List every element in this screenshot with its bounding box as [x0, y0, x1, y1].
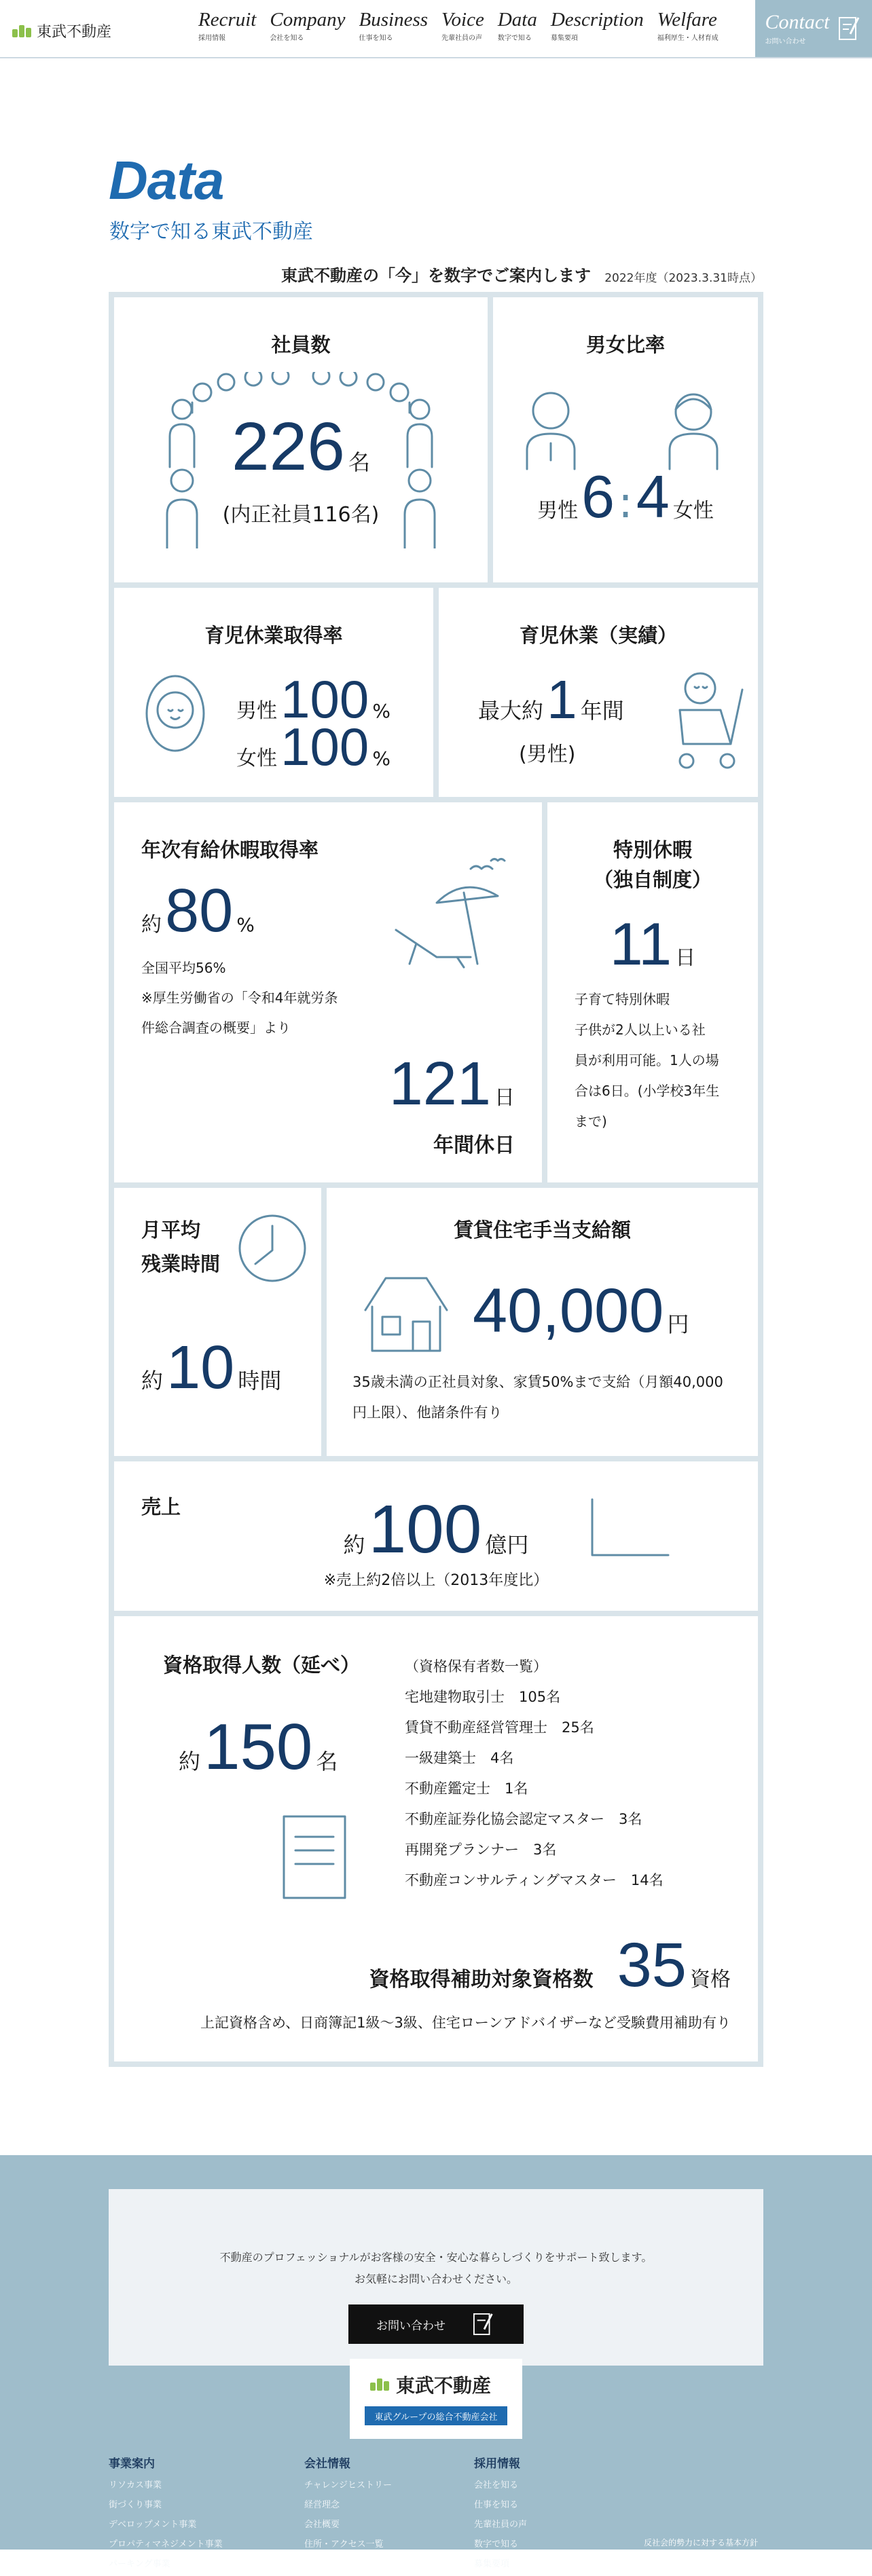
overtime-value: 10: [166, 1334, 235, 1402]
gender-ratio-card: [493, 297, 758, 582]
paid-leave-value-row: [141, 877, 255, 945]
annual-holidays-label: 年間休日: [433, 1134, 515, 1157]
qualification-item: [405, 1713, 664, 1743]
paid-leave-unit: %: [236, 914, 255, 936]
clock-icon: [235, 1211, 310, 1286]
intro: [0, 58, 872, 296]
support-unit: 資格: [690, 1968, 731, 1992]
qualification-name: 再開発プランナー: [405, 1842, 519, 1858]
childcare-actual-unit: 年間: [580, 698, 624, 724]
qualification-item: [405, 1682, 664, 1713]
nav-label-en: Business: [359, 9, 429, 31]
nav-label-ja: 福利厚生・人材育成: [657, 35, 719, 43]
footer-col-heading: 採用情報: [474, 2457, 520, 2471]
paid-leave-prefix: 約: [141, 913, 162, 937]
footer-logo-row: [370, 2371, 491, 2398]
support-note: 上記資格含め、日商簿記1級～3級、住宅ローンアドバイザーなど受験費用補助有り: [200, 2015, 731, 2031]
pencil-paper-icon: [473, 2311, 496, 2337]
qualification-count: 105名: [519, 1689, 561, 1705]
qualifications-list-title: （資格保有者数一覧）: [405, 1658, 547, 1675]
footer-col-heading: 会社情報: [304, 2457, 350, 2471]
nav-business[interactable]: [359, 10, 429, 42]
sales-prefix: 約: [343, 1532, 365, 1558]
male-ratio: 6: [581, 463, 615, 530]
nav-welfare[interactable]: [657, 10, 719, 42]
childcare-actual-value: 1: [547, 669, 577, 730]
qualification-count: 14名: [630, 1872, 664, 1888]
qualification-item: [405, 1835, 664, 1865]
paid-leave-note-source-2: 件総合調査の概要」より: [141, 1020, 291, 1036]
nav-label-ja: 仕事を知る: [359, 35, 393, 43]
employees-unit: 名: [348, 449, 370, 475]
nav-label-en: Voice: [441, 9, 484, 31]
qualification-item: [405, 1774, 664, 1804]
sales-title: 売上: [141, 1495, 181, 1518]
childcare-actual-prefix: 最大約: [478, 698, 544, 724]
qualification-item: [405, 1743, 664, 1774]
annual-holidays-value: 121: [388, 1050, 491, 1118]
baby-icon: [141, 673, 209, 754]
as-of-date: 2022年度（2023.3.31時点）: [604, 272, 762, 285]
nav-voice[interactable]: [441, 10, 484, 42]
footer-logo-subtitle: 東武グループの総合不動産会社: [365, 2406, 507, 2425]
footer-link[interactable]: 住所・アクセス一覧: [304, 2539, 384, 2550]
special-leave-value: 11: [609, 910, 672, 977]
footer-link[interactable]: リソカス事業: [109, 2480, 162, 2490]
employees-value: 226: [232, 409, 345, 485]
gender-ratio-row: [493, 463, 758, 530]
childcare-male-value: 100: [280, 669, 369, 729]
qualification-count: 3名: [533, 1842, 557, 1858]
childcare-female-row: [236, 717, 390, 777]
paid-leave-title: 年次有給休暇取得率: [141, 838, 319, 861]
childcare-actual-card: [439, 588, 758, 797]
paid-leave-note-national: 全国平均56%: [141, 960, 226, 976]
overtime-prefix: 約: [141, 1368, 164, 1394]
data-grid: [109, 292, 763, 2067]
qualification-name: 不動産証券化協会認定マスター: [405, 1811, 604, 1827]
house-icon: [362, 1273, 450, 1354]
nav-label-en: Company: [270, 9, 346, 31]
sales-value: 100: [368, 1491, 482, 1567]
female-icon: [666, 389, 721, 470]
nav-label-en: Recruit: [198, 9, 257, 31]
support-row: [369, 1930, 731, 2000]
overtime-title: 月平均: [141, 1218, 201, 1242]
footer-col-heading: 事業案内: [109, 2457, 155, 2471]
childcare-female-unit: %: [372, 747, 390, 770]
footer-link[interactable]: 会社概要: [304, 2520, 340, 2530]
header-contact-button[interactable]: [755, 0, 872, 57]
footer-contact-button[interactable]: [348, 2304, 524, 2344]
overtime-unit: 時間: [238, 1368, 282, 1394]
footer-link[interactable]: 数字で知る: [474, 2539, 519, 2550]
childcare-actual-row: [478, 669, 624, 730]
nav-recruit[interactable]: [198, 10, 256, 42]
logo-mark-icon: [370, 2378, 389, 2391]
nav-description[interactable]: [551, 10, 644, 42]
footer-logo-text: 東武不動産: [396, 2374, 492, 2397]
childcare-rate-title: 育児休業取得率: [204, 624, 343, 647]
qualification-count: 3名: [619, 1811, 642, 1827]
logo-mark-icon: [12, 25, 31, 37]
special-leave-card: [547, 802, 758, 1182]
overtime-card: [114, 1188, 321, 1456]
annual-holidays-unit: 日: [494, 1086, 515, 1110]
qualification-item: [405, 1865, 664, 1896]
nav-label-ja: 採用情報: [198, 35, 225, 43]
qualification-name: 賃貸不動産経営管理士: [405, 1719, 547, 1736]
logo-text: 東武不動産: [37, 24, 112, 41]
childcare-actual-title: 育児休業（実績）: [519, 624, 677, 647]
sales-unit: 億円: [485, 1532, 529, 1558]
nav-label-ja: 先輩社員の声: [441, 35, 483, 43]
annual-holidays-row: [388, 1050, 515, 1118]
housing-value: 40,000: [473, 1276, 664, 1345]
housing-value-row: [473, 1276, 689, 1345]
contact-cta-box: [109, 2189, 763, 2366]
housing-note-2: 円上限）、他諸条件有り: [352, 1404, 503, 1421]
footer-link[interactable]: 経営理念: [304, 2500, 340, 2510]
special-leave-title: 特別休暇: [613, 838, 692, 861]
site-header: [0, 0, 872, 58]
qualification-count: 25名: [562, 1719, 594, 1736]
nav-label-ja: 募集要項: [550, 35, 578, 43]
employees-value-row: [114, 409, 488, 485]
special-leave-unit: 日: [675, 946, 696, 970]
female-ratio: 4: [636, 463, 670, 530]
childcare-actual-note: (男性): [519, 743, 576, 766]
special-leave-desc-line: 員が利用可能。1人の場: [575, 1052, 719, 1068]
qualifications-value: 150: [204, 1711, 313, 1783]
special-leave-subtitle: （独自制度）: [593, 868, 712, 891]
site-footer: [0, 2155, 872, 2569]
footer-link[interactable]: プロパティマネジメント事業: [109, 2539, 223, 2550]
gender-title: 男女比率: [585, 333, 665, 356]
paid-leave-card: [114, 802, 542, 1182]
qualifications-title: 資格取得人数（延べ）: [163, 1654, 361, 1677]
support-value: 35: [617, 1930, 687, 2000]
childcare-rate-card: [114, 588, 433, 797]
qualification-count: 1名: [505, 1780, 528, 1797]
chart-axis-icon: [589, 1497, 671, 1558]
footer-link[interactable]: チャレンジヒストリー: [304, 2480, 392, 2490]
special-leave-desc-line: 合は6日。(小学校3年生: [575, 1083, 720, 1099]
footer-contact-label: お問い合わせ: [376, 2319, 446, 2333]
pencil-paper-icon: [838, 15, 862, 42]
male-label: 男性: [537, 499, 579, 523]
qualification-name: 不動産鑑定士: [405, 1780, 490, 1797]
footer-logo[interactable]: [350, 2359, 522, 2439]
housing-unit: 円: [667, 1311, 689, 1337]
special-leave-desc-line: 子育て特別休暇: [575, 991, 670, 1007]
qualification-name: 不動産コンサルティングマスター: [405, 1872, 617, 1888]
childcare-female-label: 女性: [236, 747, 277, 770]
special-leave-desc-line: 子供が2人以上いる社: [575, 1022, 706, 1038]
paid-leave-note-source-1: ※厚生労働省の「令和4年就労条: [141, 990, 338, 1006]
nav-company[interactable]: [270, 10, 345, 42]
special-leave-desc-line: まで): [575, 1113, 607, 1130]
childcare-male-label: 男性: [236, 699, 277, 723]
male-icon: [524, 389, 578, 470]
qualification-name: 宅地建物取引士: [405, 1689, 505, 1705]
footer-policy-link[interactable]: 反社会的勢力に対する基本方針: [644, 2538, 759, 2547]
global-nav: [198, 10, 719, 42]
paid-leave-value: 80: [165, 877, 234, 945]
qualifications-unit: 名: [316, 1749, 338, 1774]
page-subtitle: 数字で知る東武不動産: [109, 220, 313, 244]
contact-label-en: Contact: [765, 10, 830, 33]
qualifications-prefix: 約: [179, 1749, 201, 1774]
lead-text: 東武不動産の「今」を数字でご案内します: [281, 266, 591, 285]
beach-chair-umbrella-icon: [389, 855, 511, 971]
overtime-subtitle: 残業時間: [141, 1252, 221, 1275]
support-title: 資格取得補助対象資格数: [369, 1968, 594, 1992]
employees-card: [114, 297, 488, 582]
qualifications-list: [405, 1651, 664, 1896]
childcare-male-unit: %: [372, 700, 390, 722]
ratio-separator: :: [618, 478, 633, 528]
footer-col-business: [109, 2454, 223, 2576]
nav-label-ja: 数字で知る: [497, 35, 532, 43]
stroller-icon: [666, 669, 748, 771]
employees-note: (内正社員116名): [222, 503, 380, 527]
qualifications-value-row: [179, 1711, 338, 1783]
overtime-value-row: [141, 1334, 282, 1402]
sales-card: [114, 1461, 758, 1611]
footer-link[interactable]: 仕事を知る: [474, 2500, 519, 2510]
footer-link[interactable]: 街づくり事業: [109, 2500, 162, 2510]
nav-label-en: Welfare: [657, 9, 717, 31]
contact-label-ja: お問い合わせ: [765, 37, 806, 45]
site-logo[interactable]: [12, 20, 111, 41]
nav-label-ja: 会社を知る: [270, 35, 304, 43]
footer-link[interactable]: デベロップメント事業: [109, 2520, 197, 2530]
nav-label-en: Data: [497, 9, 537, 31]
nav-data[interactable]: [498, 10, 537, 42]
document-icon: [280, 1813, 348, 1901]
employees-title: 社員数: [271, 333, 331, 356]
special-leave-value-row: [547, 910, 758, 977]
qualification-count: 4名: [490, 1750, 514, 1766]
footer-link[interactable]: 会社を知る: [474, 2480, 519, 2490]
footer-link[interactable]: 先輩社員の声: [474, 2520, 528, 2530]
nav-label-en: Description: [550, 9, 644, 31]
page-title: Data: [109, 150, 224, 210]
qualification-item: [405, 1804, 664, 1835]
cta-message-1: 不動産のプロフェッショナルがお客様の安全・安心な暮らしづくりをサポート致します。: [219, 2251, 653, 2264]
footer-link[interactable]: パーキング事業: [109, 2559, 170, 2569]
housing-title: 賃貸住宅手当支給額: [453, 1218, 631, 1242]
female-label: 女性: [672, 499, 714, 523]
sales-note: ※売上約2倍以上（2013年度比）: [323, 1572, 549, 1589]
qualification-name: 一級建築士: [405, 1750, 476, 1766]
footer-link[interactable]: 募集要項: [474, 2559, 510, 2569]
housing-note-1: 35歳未満の正社員対象、家賃50%まで支給（月額40,000: [352, 1374, 723, 1390]
qualifications-card: [114, 1616, 758, 2061]
special-leave-desc: [575, 984, 719, 1137]
childcare-female-value: 100: [280, 717, 369, 777]
footer-col-company: [304, 2454, 392, 2556]
cta-message-2: お気軽にお問い合わせください。: [354, 2273, 517, 2285]
housing-allowance-card: [327, 1188, 758, 1456]
footer-col-recruit: [474, 2454, 527, 2576]
